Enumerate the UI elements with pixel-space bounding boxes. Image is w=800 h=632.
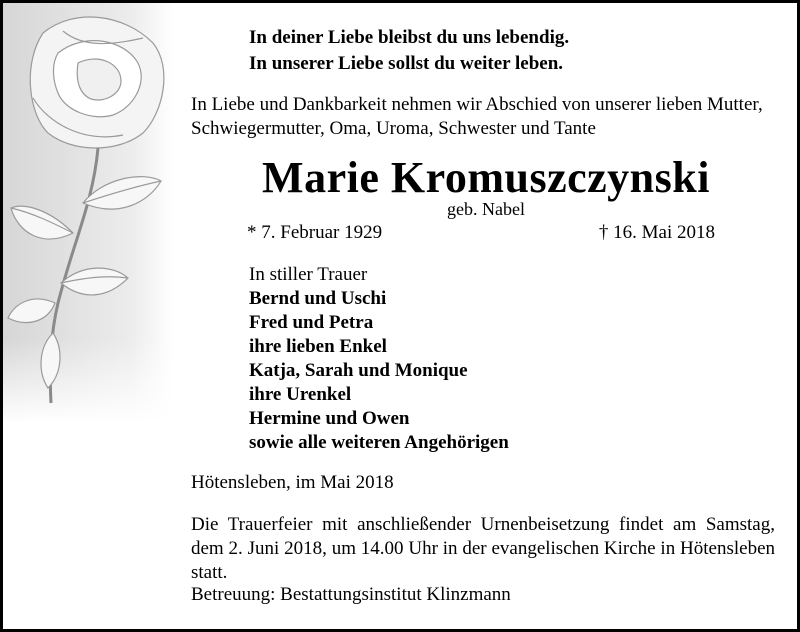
birth-date: * 7. Februar 1929 [247, 222, 383, 243]
mourner-entry: sowie alle weiteren Angehörigen [249, 432, 509, 453]
rose-icon [3, 3, 193, 423]
mourner-entry: Fred und Petra [249, 312, 374, 333]
mourner-entry: ihre Urenkel [249, 384, 352, 405]
motto [249, 25, 569, 77]
funeral-home: Betreuung: Bestattungsinstitut Klinzmann [191, 584, 511, 605]
mourner-entry: Bernd und Uschi [249, 288, 387, 309]
mourners-list [249, 263, 509, 455]
death-date: † 16. Mai 2018 [598, 222, 715, 243]
place-date: Hötensleben, im Mai 2018 [191, 472, 394, 493]
service-info: Die Trauerfeier mit anschließender Urnenbeisetzung findet am Samstag, dem 2. Juni 2018, um 14.00 Uhr in der evangelischen Kirche in Hötensleben statt. [191, 514, 775, 583]
motto-line-2: In unserer Liebe sollst du weiter leben. [249, 53, 564, 74]
mourner-entry: ihre lieben Enkel [249, 336, 387, 357]
mourner-entry: Katja, Sarah und Monique [249, 360, 468, 381]
intro-text: In Liebe und Dankbarkeit nehmen wir Abschied von unserer lieben Mutter, Schwiegermutter, Oma, Uroma, Schwester und Tante [191, 94, 763, 139]
mourners-lead: In stiller Trauer [249, 264, 368, 285]
mourner-entry: Hermine und Owen [249, 408, 410, 429]
maiden-name: geb. Nabel [447, 199, 525, 219]
motto-line-1: In deiner Liebe bleibst du uns lebendig. [249, 27, 570, 48]
deceased-name: Marie Kromuszczynski [262, 153, 710, 202]
